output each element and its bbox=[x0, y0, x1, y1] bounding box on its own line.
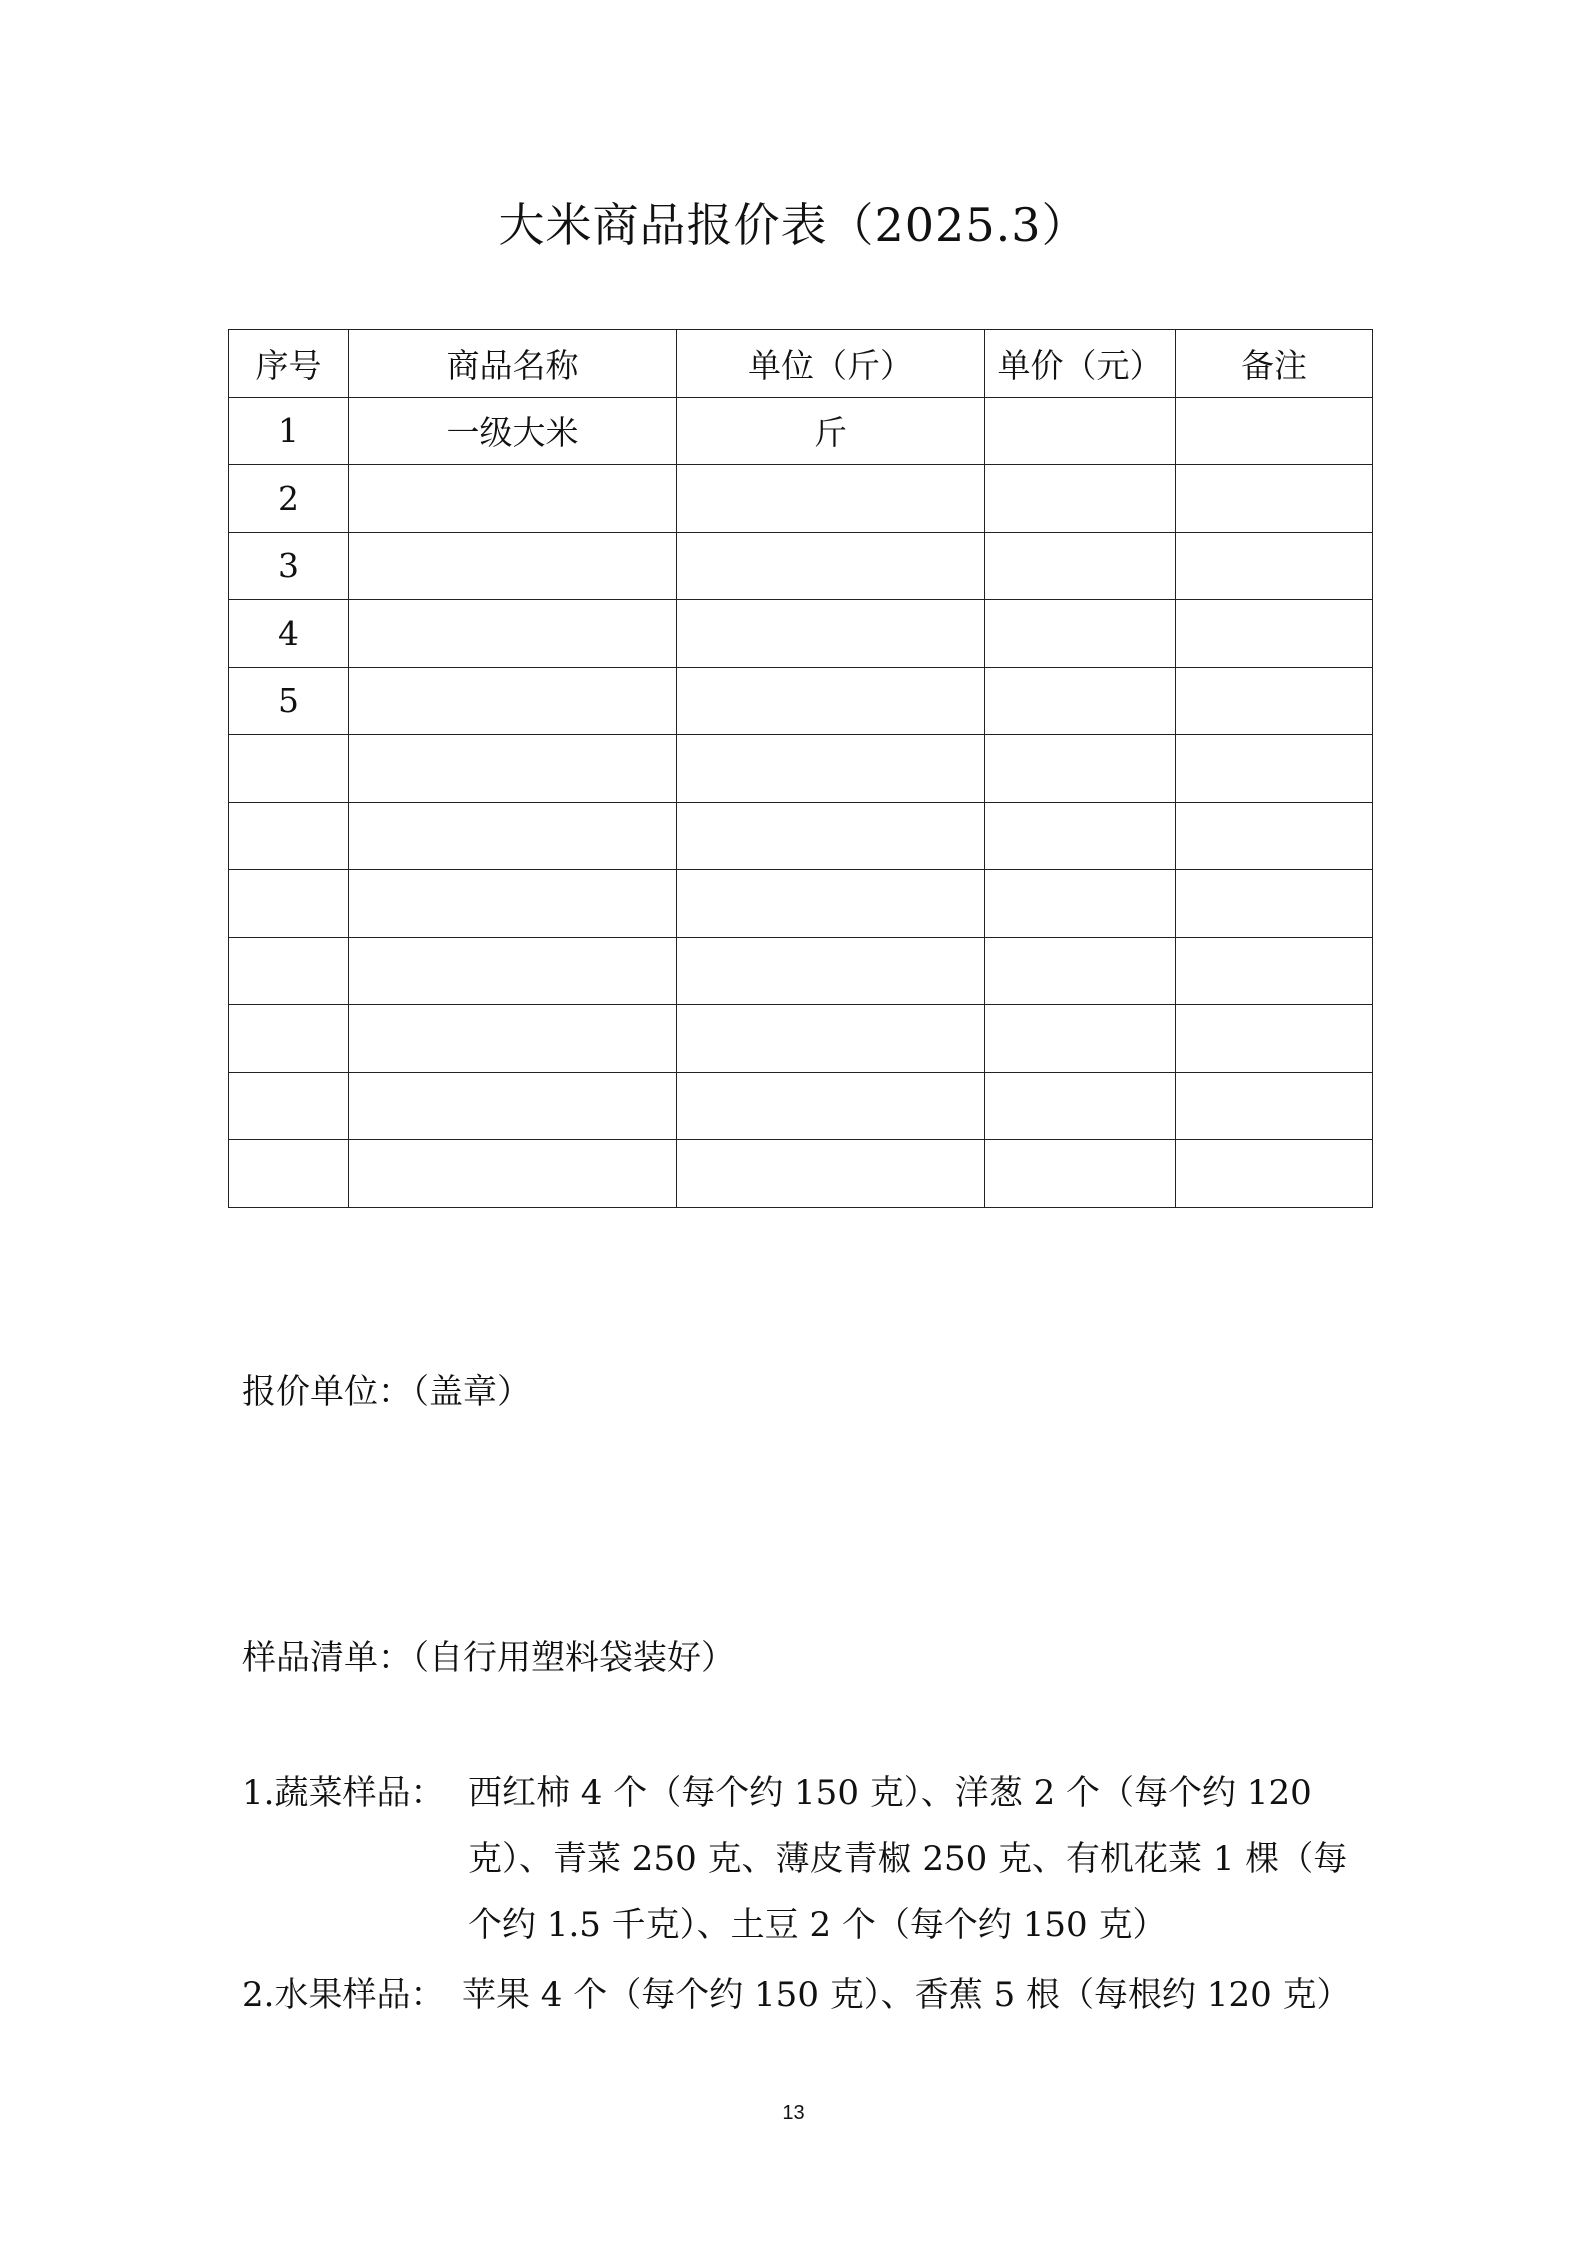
header-unit-price: 单价（元） bbox=[985, 330, 1176, 398]
table-row bbox=[229, 1072, 1373, 1140]
cell-product-name bbox=[349, 937, 677, 1005]
cell-remarks bbox=[1176, 937, 1373, 1005]
cell-unit-price bbox=[985, 735, 1176, 803]
table-body bbox=[229, 397, 1373, 1207]
cell-remarks bbox=[1176, 1072, 1373, 1140]
cell-unit bbox=[677, 937, 985, 1005]
cell-remarks bbox=[1176, 870, 1373, 938]
cell-unit bbox=[677, 735, 985, 803]
cell-index: 1 bbox=[229, 397, 349, 465]
cell-unit bbox=[677, 532, 985, 600]
table-row bbox=[229, 1140, 1373, 1208]
cell-product-name bbox=[349, 870, 677, 938]
cell-unit-price bbox=[985, 397, 1176, 465]
cell-index: 4 bbox=[229, 600, 349, 668]
cell-unit-price bbox=[985, 802, 1176, 870]
cell-unit bbox=[677, 600, 985, 668]
cell-index bbox=[229, 735, 349, 803]
cell-remarks bbox=[1176, 735, 1373, 803]
page-number: 13 bbox=[782, 2102, 805, 2124]
cell-unit-price bbox=[985, 1072, 1176, 1140]
cell-remarks bbox=[1176, 397, 1373, 465]
cell-unit bbox=[677, 1140, 985, 1208]
cell-unit-price bbox=[985, 870, 1176, 938]
cell-product-name: 一级大米 bbox=[349, 397, 677, 465]
sample-item-1-line-1: 西红柿 4 个（每个约 150 克）、洋葱 2 个（每个约 120 bbox=[468, 1773, 1312, 1813]
header-remarks: 备注 bbox=[1176, 330, 1373, 398]
header-unit: 单位（斤） bbox=[677, 330, 985, 398]
sample-item-1-line-3: 个约 1.5 千克）、土豆 2 个（每个约 150 克） bbox=[468, 1905, 1167, 1945]
cell-remarks bbox=[1176, 1005, 1373, 1073]
cell-index bbox=[229, 1072, 349, 1140]
cell-remarks bbox=[1176, 600, 1373, 668]
cell-remarks bbox=[1176, 802, 1373, 870]
cell-unit bbox=[677, 667, 985, 735]
cell-remarks bbox=[1176, 465, 1373, 533]
cell-product-name bbox=[349, 532, 677, 600]
cell-unit-price bbox=[985, 937, 1176, 1005]
table-row bbox=[229, 600, 1373, 668]
cell-index: 2 bbox=[229, 465, 349, 533]
header-index: 序号 bbox=[229, 330, 349, 398]
cell-index bbox=[229, 1005, 349, 1073]
table-row bbox=[229, 465, 1373, 533]
quote-unit-label: 报价单位：（盖章） bbox=[242, 1372, 531, 1412]
page-title: 大米商品报价表（2025.3） bbox=[498, 198, 1089, 252]
cell-unit-price bbox=[985, 1005, 1176, 1073]
sample-item-2-label: 2.水果样品： bbox=[242, 1975, 445, 2015]
cell-unit bbox=[677, 1005, 985, 1073]
table-row bbox=[229, 802, 1373, 870]
cell-index bbox=[229, 937, 349, 1005]
table-row bbox=[229, 1005, 1373, 1073]
cell-unit-price bbox=[985, 465, 1176, 533]
cell-index bbox=[229, 802, 349, 870]
cell-index bbox=[229, 1140, 349, 1208]
cell-unit bbox=[677, 1072, 985, 1140]
cell-unit-price bbox=[985, 667, 1176, 735]
cell-unit bbox=[677, 465, 985, 533]
cell-product-name bbox=[349, 735, 677, 803]
table-row bbox=[229, 667, 1373, 735]
cell-product-name bbox=[349, 802, 677, 870]
quote-table bbox=[228, 329, 1373, 1208]
table-row bbox=[229, 735, 1373, 803]
sample-item-2-line-1: 苹果 4 个（每个约 150 克）、香蕉 5 根（每根约 120 克） bbox=[462, 1975, 1351, 2015]
cell-unit-price bbox=[985, 532, 1176, 600]
cell-index: 5 bbox=[229, 667, 349, 735]
cell-product-name bbox=[349, 1072, 677, 1140]
table-header-row bbox=[229, 330, 1373, 398]
cell-remarks bbox=[1176, 1140, 1373, 1208]
cell-unit: 斤 bbox=[677, 397, 985, 465]
table-row bbox=[229, 870, 1373, 938]
table-row bbox=[229, 397, 1373, 465]
cell-index: 3 bbox=[229, 532, 349, 600]
cell-product-name bbox=[349, 1140, 677, 1208]
cell-unit-price bbox=[985, 600, 1176, 668]
cell-product-name bbox=[349, 1005, 677, 1073]
sample-list-label: 样品清单：（自行用塑料袋装好） bbox=[242, 1638, 735, 1678]
cell-unit bbox=[677, 802, 985, 870]
cell-remarks bbox=[1176, 532, 1373, 600]
cell-product-name bbox=[349, 667, 677, 735]
sample-item-1-line-2: 克）、青菜 250 克、薄皮青椒 250 克、有机花菜 1 棵（每 bbox=[468, 1839, 1348, 1879]
cell-unit-price bbox=[985, 1140, 1176, 1208]
cell-product-name bbox=[349, 465, 677, 533]
table-row bbox=[229, 937, 1373, 1005]
cell-unit bbox=[677, 870, 985, 938]
cell-index bbox=[229, 870, 349, 938]
header-product-name: 商品名称 bbox=[349, 330, 677, 398]
cell-remarks bbox=[1176, 667, 1373, 735]
sample-item-1-label: 1.蔬菜样品： bbox=[242, 1773, 445, 1813]
cell-product-name bbox=[349, 600, 677, 668]
table-row bbox=[229, 532, 1373, 600]
